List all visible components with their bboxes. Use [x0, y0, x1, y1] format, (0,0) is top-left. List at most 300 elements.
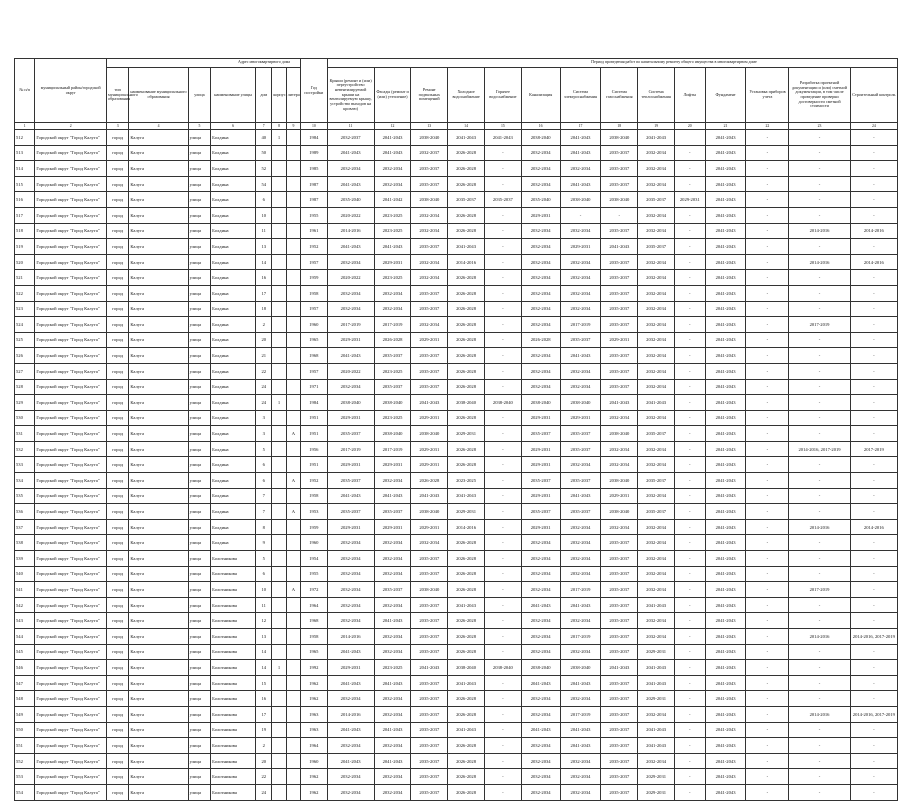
table-cell: 1965 — [301, 332, 328, 348]
header-row-groups — [15, 59, 898, 68]
table-cell: 2032-2034 — [560, 270, 601, 286]
table-cell: 2032-2034 — [638, 441, 675, 457]
table-row — [15, 566, 898, 582]
table-cell: 2029-2031 — [327, 457, 374, 473]
col-number-1: 1 — [15, 123, 35, 130]
table-cell: - — [850, 582, 897, 598]
table-cell — [272, 675, 286, 691]
table-cell: - — [789, 176, 850, 192]
table-row — [15, 504, 898, 520]
table-cell: 2032-2034 — [327, 784, 374, 800]
table-cell: 3 — [256, 410, 272, 426]
table-cell: - — [789, 644, 850, 660]
table-cell: город — [106, 769, 128, 785]
table-cell: улица — [188, 582, 210, 598]
table-cell: 2014-2016, 2017-2019 — [850, 706, 897, 722]
table-cell: 2032-2034 — [560, 457, 601, 473]
table-cell — [286, 784, 300, 800]
table-cell: 2041-2043 — [705, 473, 746, 489]
table-cell: Городской округ "Город Калуга" — [35, 488, 107, 504]
table-cell: город — [106, 410, 128, 426]
table-cell: 2017-2019 — [560, 629, 601, 645]
table-cell: - — [850, 379, 897, 395]
table-cell: 2035-2037 — [411, 738, 448, 754]
table-cell: - — [674, 551, 705, 567]
table-cell: - — [850, 317, 897, 333]
table-cell: Калуга — [129, 738, 188, 754]
table-cell: 2041-2043 — [705, 207, 746, 223]
table-cell: Калуга — [129, 473, 188, 489]
table-cell: 544 — [15, 629, 35, 645]
table-cell: улица — [188, 192, 210, 208]
table-cell: 2026-2028 — [448, 753, 485, 769]
table-cell: улица — [188, 301, 210, 317]
table-cell: 1989 — [301, 145, 328, 161]
col-number-12: 12 — [374, 123, 411, 130]
table-cell: 2014-2016 — [327, 223, 374, 239]
table-cell: 2041-2043 — [705, 629, 746, 645]
table-cell: 531 — [15, 426, 35, 442]
table-row — [15, 441, 898, 457]
table-cell: Городской округ "Город Калуга" — [35, 395, 107, 411]
table-cell: Болотникова — [211, 551, 256, 567]
table-cell: 2035-2037 — [484, 192, 521, 208]
table-cell: - — [484, 161, 521, 177]
table-cell: 1984 — [301, 395, 328, 411]
table-cell: 2032-2034 — [638, 254, 675, 270]
table-cell — [286, 441, 300, 457]
table-cell: 1961 — [301, 223, 328, 239]
table-cell: Болдина — [211, 207, 256, 223]
table-cell: 2041-2043 — [638, 660, 675, 676]
table-cell: 2026-2028 — [448, 691, 485, 707]
table-cell — [272, 285, 286, 301]
table-cell: - — [850, 504, 897, 520]
table-cell: 2032-2034 — [521, 535, 560, 551]
table-cell: 2041-2043 — [705, 239, 746, 255]
col-header-21: Установка приборов учета — [746, 68, 789, 123]
table-cell: 2032-2034 — [374, 566, 411, 582]
table-cell: Болдина — [211, 192, 256, 208]
table-cell: 18 — [256, 301, 272, 317]
table-cell: 2029-2031 — [521, 488, 560, 504]
table-cell: Калуга — [129, 519, 188, 535]
table-cell: Калуга — [129, 130, 188, 146]
table-cell: 2032-2034 — [374, 285, 411, 301]
col-header-12: Ремонт подвальных помещений — [411, 68, 448, 123]
table-cell: 2020-2022 — [327, 363, 374, 379]
table-cell: - — [746, 395, 789, 411]
table-cell — [272, 192, 286, 208]
table-cell: 2035-2037 — [601, 769, 638, 785]
table-cell: город — [106, 457, 128, 473]
table-cell — [272, 473, 286, 489]
table-cell: - — [484, 722, 521, 738]
table-cell: 530 — [15, 410, 35, 426]
table-cell: 1953 — [301, 504, 328, 520]
table-cell — [272, 441, 286, 457]
table-cell — [286, 239, 300, 255]
table-cell: 2032-2034 — [374, 784, 411, 800]
table-cell: - — [484, 613, 521, 629]
table-cell: город — [106, 348, 128, 364]
table-cell: 2032-2034 — [638, 348, 675, 364]
table-cell: город — [106, 176, 128, 192]
table-row — [15, 145, 898, 161]
table-cell: город — [106, 473, 128, 489]
col-number-19: 19 — [638, 123, 675, 130]
col-number-7: 7 — [256, 123, 272, 130]
table-cell: 2026-2028 — [448, 582, 485, 598]
table-cell: город — [106, 161, 128, 177]
table-cell: 2041-2043 — [448, 597, 485, 613]
table-cell: 534 — [15, 473, 35, 489]
table-cell: Болдина — [211, 285, 256, 301]
table-cell — [272, 582, 286, 598]
table-cell: - — [789, 535, 850, 551]
table-cell: Болотникова — [211, 629, 256, 645]
table-cell: 2041-2043 — [705, 317, 746, 333]
table-cell: - — [789, 722, 850, 738]
table-cell: Калуга — [129, 145, 188, 161]
table-cell: - — [484, 317, 521, 333]
table-cell: - — [789, 691, 850, 707]
table-cell: 1968 — [301, 613, 328, 629]
table-cell: Болдина — [211, 488, 256, 504]
table-cell: - — [789, 551, 850, 567]
table-cell: 1959 — [301, 270, 328, 286]
table-cell: 2017-2019 — [789, 582, 850, 598]
table-cell: 2032-2034 — [638, 332, 675, 348]
table-cell: - — [484, 675, 521, 691]
table-cell: - — [484, 473, 521, 489]
table-cell: 2041-2043 — [705, 223, 746, 239]
table-cell: Калуга — [129, 379, 188, 395]
table-cell: - — [850, 332, 897, 348]
table-cell: 2041-2043 — [374, 613, 411, 629]
table-cell: 2041-2043 — [374, 722, 411, 738]
table-cell: 2038-2040 — [560, 192, 601, 208]
table-cell: 2038-2040 — [601, 130, 638, 146]
table-cell: - — [746, 582, 789, 598]
table-cell: - — [484, 519, 521, 535]
table-cell: 2032-2034 — [327, 582, 374, 598]
table-cell: - — [789, 207, 850, 223]
table-cell: 1963 — [301, 706, 328, 722]
table-cell: 2041-2043 — [374, 145, 411, 161]
table-cell: 2035-2037 — [560, 426, 601, 442]
table-cell: 1985 — [301, 161, 328, 177]
table-row — [15, 301, 898, 317]
table-cell: Калуга — [129, 706, 188, 722]
table-cell: улица — [188, 363, 210, 379]
col-number-14: 14 — [448, 123, 485, 130]
table-cell: - — [789, 270, 850, 286]
table-cell: Калуга — [129, 753, 188, 769]
table-cell: - — [850, 348, 897, 364]
table-cell: 1958 — [301, 629, 328, 645]
table-cell: - — [789, 738, 850, 754]
table-cell: 1964 — [301, 597, 328, 613]
table-cell: Городской округ "Город Калуга" — [35, 551, 107, 567]
table-cell: - — [484, 207, 521, 223]
table-cell: Калуга — [129, 254, 188, 270]
table-cell: 2029-2031 — [327, 410, 374, 426]
table-cell: город — [106, 535, 128, 551]
table-cell: 2041-2043 — [327, 488, 374, 504]
table-cell: 2035-2037 — [601, 597, 638, 613]
table-cell: улица — [188, 660, 210, 676]
table-cell: 2032-2034 — [521, 706, 560, 722]
table-cell: 2035-2037 — [601, 784, 638, 800]
table-cell: 2038-2040 — [484, 660, 521, 676]
table-cell: город — [106, 722, 128, 738]
table-cell: - — [789, 753, 850, 769]
table-cell: 2029-2031 — [374, 519, 411, 535]
table-cell: улица — [188, 738, 210, 754]
table-row — [15, 223, 898, 239]
table-cell: город — [106, 317, 128, 333]
table-row — [15, 161, 898, 177]
table-cell: Болотникова — [211, 769, 256, 785]
table-cell: улица — [188, 223, 210, 239]
table-cell: улица — [188, 176, 210, 192]
col-number-21: 21 — [705, 123, 746, 130]
table-cell — [272, 535, 286, 551]
col-number-6: 6 — [211, 123, 256, 130]
table-cell: 2041-2043 — [327, 675, 374, 691]
table-cell: Калуга — [129, 207, 188, 223]
table-cell: 2035-2037 — [601, 566, 638, 582]
table-cell: 2026-2028 — [448, 644, 485, 660]
table-cell — [272, 223, 286, 239]
table-cell — [272, 706, 286, 722]
table-cell: 2026-2028 — [448, 379, 485, 395]
table-cell: - — [674, 784, 705, 800]
table-cell — [286, 519, 300, 535]
table-cell: - — [674, 301, 705, 317]
table-cell: Городской округ "Город Калуга" — [35, 348, 107, 364]
table-cell: 2035-2037 — [411, 301, 448, 317]
table-cell: 2032-2034 — [327, 566, 374, 582]
table-cell: - — [789, 660, 850, 676]
table-row — [15, 254, 898, 270]
table-cell: 2035-2037 — [411, 613, 448, 629]
table-cell: Калуга — [129, 582, 188, 598]
table-cell: улица — [188, 317, 210, 333]
table-cell: Болдина — [211, 176, 256, 192]
table-cell: 2035-2037 — [327, 426, 374, 442]
table-cell: - — [674, 519, 705, 535]
table-cell: 2041-2043 — [601, 660, 638, 676]
table-cell: Калуга — [129, 784, 188, 800]
table-cell: - — [746, 285, 789, 301]
table-cell: - — [484, 753, 521, 769]
table-cell: 521 — [15, 270, 35, 286]
table-cell: 2032-2034 — [521, 317, 560, 333]
table-cell: 2041-2043 — [705, 535, 746, 551]
table-cell: 2026-2028 — [448, 161, 485, 177]
table-cell: 2026-2028 — [448, 566, 485, 582]
col-group-address — [106, 59, 300, 68]
col-number-22: 22 — [746, 123, 789, 130]
table-cell: 2029-2031 — [327, 519, 374, 535]
table-cell: 2032-2034 — [638, 161, 675, 177]
table-cell: - — [850, 566, 897, 582]
table-cell — [286, 706, 300, 722]
table-cell: - — [789, 426, 850, 442]
table-cell: 24 — [256, 379, 272, 395]
table-cell: 20 — [256, 332, 272, 348]
table-cell: 2038-2040 — [411, 504, 448, 520]
table-cell: 22 — [256, 363, 272, 379]
table-cell: 16 — [256, 270, 272, 286]
period-group-title: Период проведения работ по капитальному ремонту общего имущества в многоквартирном доме — [591, 59, 757, 64]
table-cell: Болотникова — [211, 660, 256, 676]
table-cell: Городской округ "Город Калуга" — [35, 301, 107, 317]
table-cell: город — [106, 738, 128, 754]
table-cell: Болотникова — [211, 675, 256, 691]
table-cell: 2032-2034 — [521, 753, 560, 769]
table-cell: 2032-2034 — [411, 223, 448, 239]
table-cell: город — [106, 660, 128, 676]
table-cell: - — [746, 613, 789, 629]
table-row — [15, 519, 898, 535]
table-cell: 2023-2025 — [374, 363, 411, 379]
table-cell: 2032-2034 — [521, 301, 560, 317]
table-cell: - — [674, 488, 705, 504]
table-cell: Болотникова — [211, 753, 256, 769]
table-cell — [272, 410, 286, 426]
table-cell: 536 — [15, 504, 35, 520]
table-cell: 2035-2037 — [601, 223, 638, 239]
table-cell: - — [601, 207, 638, 223]
table-cell: 1984 — [301, 130, 328, 146]
table-cell — [272, 566, 286, 582]
table-cell: - — [674, 379, 705, 395]
table-cell — [272, 504, 286, 520]
table-cell: 2026-2028 — [448, 301, 485, 317]
table-cell: - — [746, 535, 789, 551]
table-cell: улица — [188, 535, 210, 551]
table-cell: 541 — [15, 582, 35, 598]
table-cell: - — [850, 285, 897, 301]
table-cell: 2041-2043 — [560, 738, 601, 754]
table-row — [15, 317, 898, 333]
table-cell: город — [106, 504, 128, 520]
table-cell: 532 — [15, 441, 35, 457]
table-cell: 2035-2037 — [560, 473, 601, 489]
table-cell: 2032-2034 — [521, 551, 560, 567]
table-cell: 2032-2034 — [560, 691, 601, 707]
table-cell: 2041-2043 — [705, 753, 746, 769]
table-cell: Болдина — [211, 426, 256, 442]
table-cell: 2041-2043 — [448, 130, 485, 146]
table-cell: 1957 — [301, 301, 328, 317]
table-cell: 2026-2028 — [448, 145, 485, 161]
table-cell — [286, 753, 300, 769]
table-cell: 2041-2043 — [560, 675, 601, 691]
table-cell: 2032-2034 — [327, 161, 374, 177]
table-cell: Калуга — [129, 441, 188, 457]
table-cell: Городской округ "Город Калуга" — [35, 660, 107, 676]
table-cell: 2032-2034 — [521, 738, 560, 754]
table-cell: 2023-2025 — [374, 223, 411, 239]
table-cell: 553 — [15, 769, 35, 785]
table-cell: город — [106, 519, 128, 535]
table-cell: город — [106, 145, 128, 161]
table-cell: 2041-2043 — [638, 597, 675, 613]
table-cell: 2032-2034 — [560, 285, 601, 301]
table-cell: 1958 — [301, 285, 328, 301]
table-cell: Городской округ "Город Калуга" — [35, 706, 107, 722]
table-cell: Болдина — [211, 519, 256, 535]
table-cell: 17 — [256, 706, 272, 722]
table-cell: - — [746, 473, 789, 489]
table-cell: - — [484, 223, 521, 239]
table-cell: 2032-2034 — [327, 379, 374, 395]
table-row — [15, 706, 898, 722]
table-cell: 2032-2034 — [374, 161, 411, 177]
table-cell: город — [106, 691, 128, 707]
table-cell: 2041-2043 — [411, 488, 448, 504]
table-cell: 1987 — [301, 176, 328, 192]
table-cell: 2032-2034 — [601, 519, 638, 535]
table-cell: 2029-2031 — [638, 644, 675, 660]
table-cell: 1955 — [301, 566, 328, 582]
table-cell: улица — [188, 566, 210, 582]
table-cell: 2032-2034 — [374, 706, 411, 722]
table-cell: город — [106, 207, 128, 223]
table-cell: 2017-2019 — [789, 317, 850, 333]
table-cell: - — [674, 613, 705, 629]
table-cell: Калуга — [129, 192, 188, 208]
table-cell: 2035-2037 — [521, 504, 560, 520]
table-cell — [272, 644, 286, 660]
table-cell: 2041-2043 — [705, 644, 746, 660]
table-cell: 2026-2028 — [448, 441, 485, 457]
table-row — [15, 395, 898, 411]
table-cell: 540 — [15, 566, 35, 582]
table-cell: - — [850, 722, 897, 738]
table-cell: 516 — [15, 192, 35, 208]
table-cell: 2032-2034 — [374, 176, 411, 192]
table-cell: 2026-2028 — [374, 332, 411, 348]
table-cell: Болдина — [211, 348, 256, 364]
table-cell: 2035-2037 — [411, 176, 448, 192]
table-cell: 2041-2043 — [705, 301, 746, 317]
table-cell: - — [674, 161, 705, 177]
table-cell: - — [674, 254, 705, 270]
table-cell: Городской округ "Город Калуга" — [35, 675, 107, 691]
table-cell: 2038-2040 — [327, 395, 374, 411]
table-cell: 2023-2025 — [374, 270, 411, 286]
table-cell: 2026-2028 — [448, 223, 485, 239]
table-cell: 520 — [15, 254, 35, 270]
table-cell: 2026-2028 — [448, 769, 485, 785]
table-cell: - — [789, 332, 850, 348]
table-cell: 3 — [256, 426, 272, 442]
table-cell: 1951 — [301, 410, 328, 426]
table-cell: - — [850, 753, 897, 769]
table-cell: Болдина — [211, 535, 256, 551]
table-cell: 2032-2034 — [638, 270, 675, 286]
table-cell: 2032-2034 — [411, 270, 448, 286]
col-header-13: Холодное водоснабжение — [448, 68, 485, 123]
table-cell: - — [484, 784, 521, 800]
table-cell: 50 — [256, 145, 272, 161]
table-cell: - — [746, 223, 789, 239]
